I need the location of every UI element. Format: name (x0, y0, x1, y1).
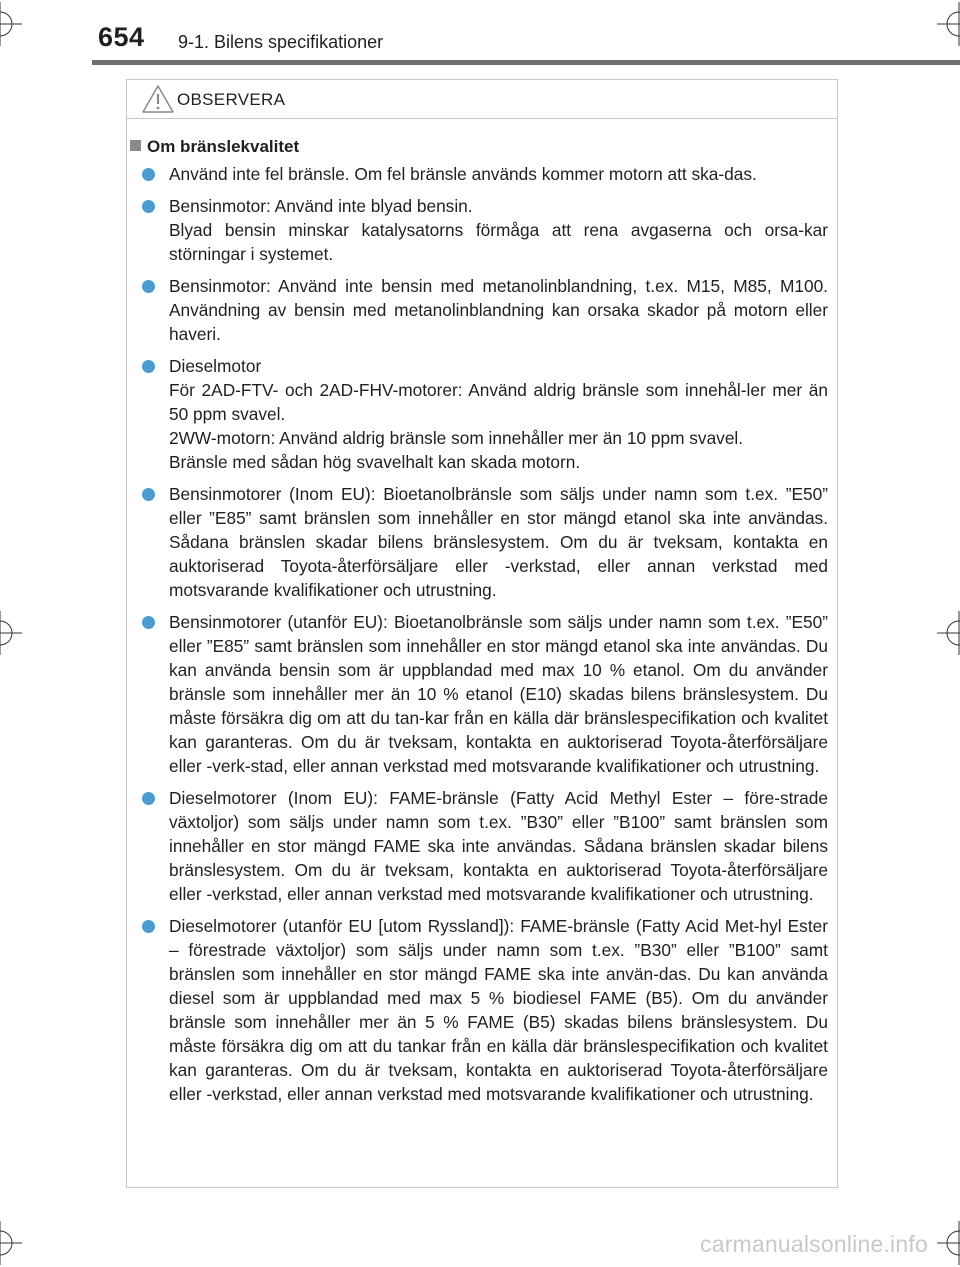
list-item (142, 914, 828, 1106)
header-rule (92, 60, 960, 65)
list-item (142, 786, 828, 906)
list-item (142, 162, 828, 186)
registration-mark-top-left (0, 2, 22, 46)
list-item-text: Blyad bensin minskar katalysatorns förmåga att rena avgaserna och orsa-kar störningar i systemet. (169, 220, 828, 264)
bullet-list (142, 162, 828, 1114)
registration-mark-mid-left (0, 611, 22, 655)
page-number: 654 (98, 22, 145, 52)
list-item-text: Bensinmotor: Använd inte bensin med metanolinblandning, t.ex. M15, M85, M100. Användning av bensin med metanolinblandning kan orsaka skador på motorn eller haveri. (169, 276, 828, 344)
list-item (142, 482, 828, 602)
section-heading (130, 136, 299, 158)
registration-mark-bottom-left (0, 1221, 22, 1265)
list-item-text: Bensinmotorer (Inom EU): Bioetanolbränsle som säljs under namn som t.ex. ”E50” eller ”E85” samt bränslen som innehåller en stor mängd etanol ska inte användas. Sådana bränslen skadar bilens bränslesystem. Om du är tveksam, kontakta en auktoriserad Toyota-återförsäljare eller -verkstad, eller annan verkstad med motsvarande kvalifikationer och utrustning. (169, 484, 828, 600)
list-item-text: Bränsle med sådan hög svavelhalt kan skada motorn. (169, 452, 581, 472)
registration-mark-mid-right (937, 611, 960, 655)
list-item-text: Dieselmotorer (Inom EU): FAME-bränsle (Fatty Acid Methyl Ester – före-strade växtoljor) som säljs under namn som t.ex. ”B30” eller ”B100” samt bränslen som innehåller en stor mängd FAME ska inte användas. Sådana bränslen skadar bilens bränslesystem. Om du är tveksam, kontakta en auktoriserad Toyota-återförsäljare eller -verkstad, eller annan verkstad med motsvarande kvalifikationer och utrustning. (169, 788, 828, 904)
list-item (142, 610, 828, 778)
section-heading-text: Om bränslekvalitet (147, 137, 300, 156)
list-item-text: Dieselmotor (169, 356, 262, 376)
notice-title: OBSERVERA (177, 90, 286, 109)
bullet-dot-icon (142, 792, 155, 805)
watermark-logo: carmanualsonline.info (700, 1231, 928, 1257)
list-item-text: Dieselmotorer (utanför EU [utom Ryssland]): FAME-bränsle (Fatty Acid Met-hyl Ester – förestrade växtoljor) som säljs under namn som t.ex. ”B30” eller ”B100” samt bränslen som innehåller en stor mängd FAME ska inte använ-das. Du kan använda diesel som är uppblandad med max 5 % biodiesel FAME (B5). Om du använder bränsle som innehåller mer än 5 % FAME (B5) skadas bilens bränslesystem. Du måste försäkra dig om att du tankar från en källa där bränslespecifikation och kvalitet kan garanteras. Om du är tveksam, kontakta en auktoriserad Toyota-återförsäljare eller -verkstad, eller annan verkstad med motsvarande kvalifikationer och utrustning. (169, 916, 828, 1104)
list-item-text: Bensinmotorer (utanför EU): Bioetanolbränsle som säljs under namn som t.ex. ”E50” eller ”E85” samt bränslen som innehåller en stor mängd etanol ska inte användas. Du kan använda bensin som är uppblandad med max 10 % etanol. Om du använder bränsle som innehåller mer än 10 % etanol (E10) skadas bilens bränslesystem. Du måste försäkra dig om att du tan-kar från en källa där bränslespecifikation och kvalitet kan garanteras. Om du är tveksam, kontakta en auktoriserad Toyota-återförsäljare eller -verk-stad, eller annan verkstad med motsvarande kvalifikationer och utrustning. (169, 612, 828, 776)
registration-mark-top-right (937, 2, 960, 46)
list-item (142, 354, 828, 474)
notice-header (127, 80, 837, 119)
bullet-dot-icon (142, 200, 155, 213)
chapter-title: 9-1. Bilens specifikationer (178, 32, 384, 52)
square-bullet-icon (130, 140, 141, 151)
list-item (142, 274, 828, 346)
list-item-text: 2WW-motorn: Använd aldrig bränsle som innehåller mer än 10 ppm svavel. (169, 428, 744, 448)
bullet-dot-icon (142, 616, 155, 629)
bullet-dot-icon (142, 920, 155, 933)
list-item-text: För 2AD-FTV- och 2AD-FHV-motorer: Använd aldrig bränsle som innehål-ler mer än 50 ppm svavel. (169, 380, 828, 424)
bullet-dot-icon (142, 168, 155, 181)
registration-mark-bottom-right (937, 1221, 960, 1265)
bullet-dot-icon (142, 360, 155, 373)
list-item-text: Använd inte fel bränsle. Om fel bränsle används kommer motorn att ska-das. (169, 164, 757, 184)
warning-triangle-icon (141, 84, 175, 114)
list-item-text: Bensinmotor: Använd inte blyad bensin. (169, 196, 473, 216)
list-item (142, 194, 828, 266)
bullet-dot-icon (142, 280, 155, 293)
notice-box (126, 79, 838, 1188)
bullet-dot-icon (142, 488, 155, 501)
